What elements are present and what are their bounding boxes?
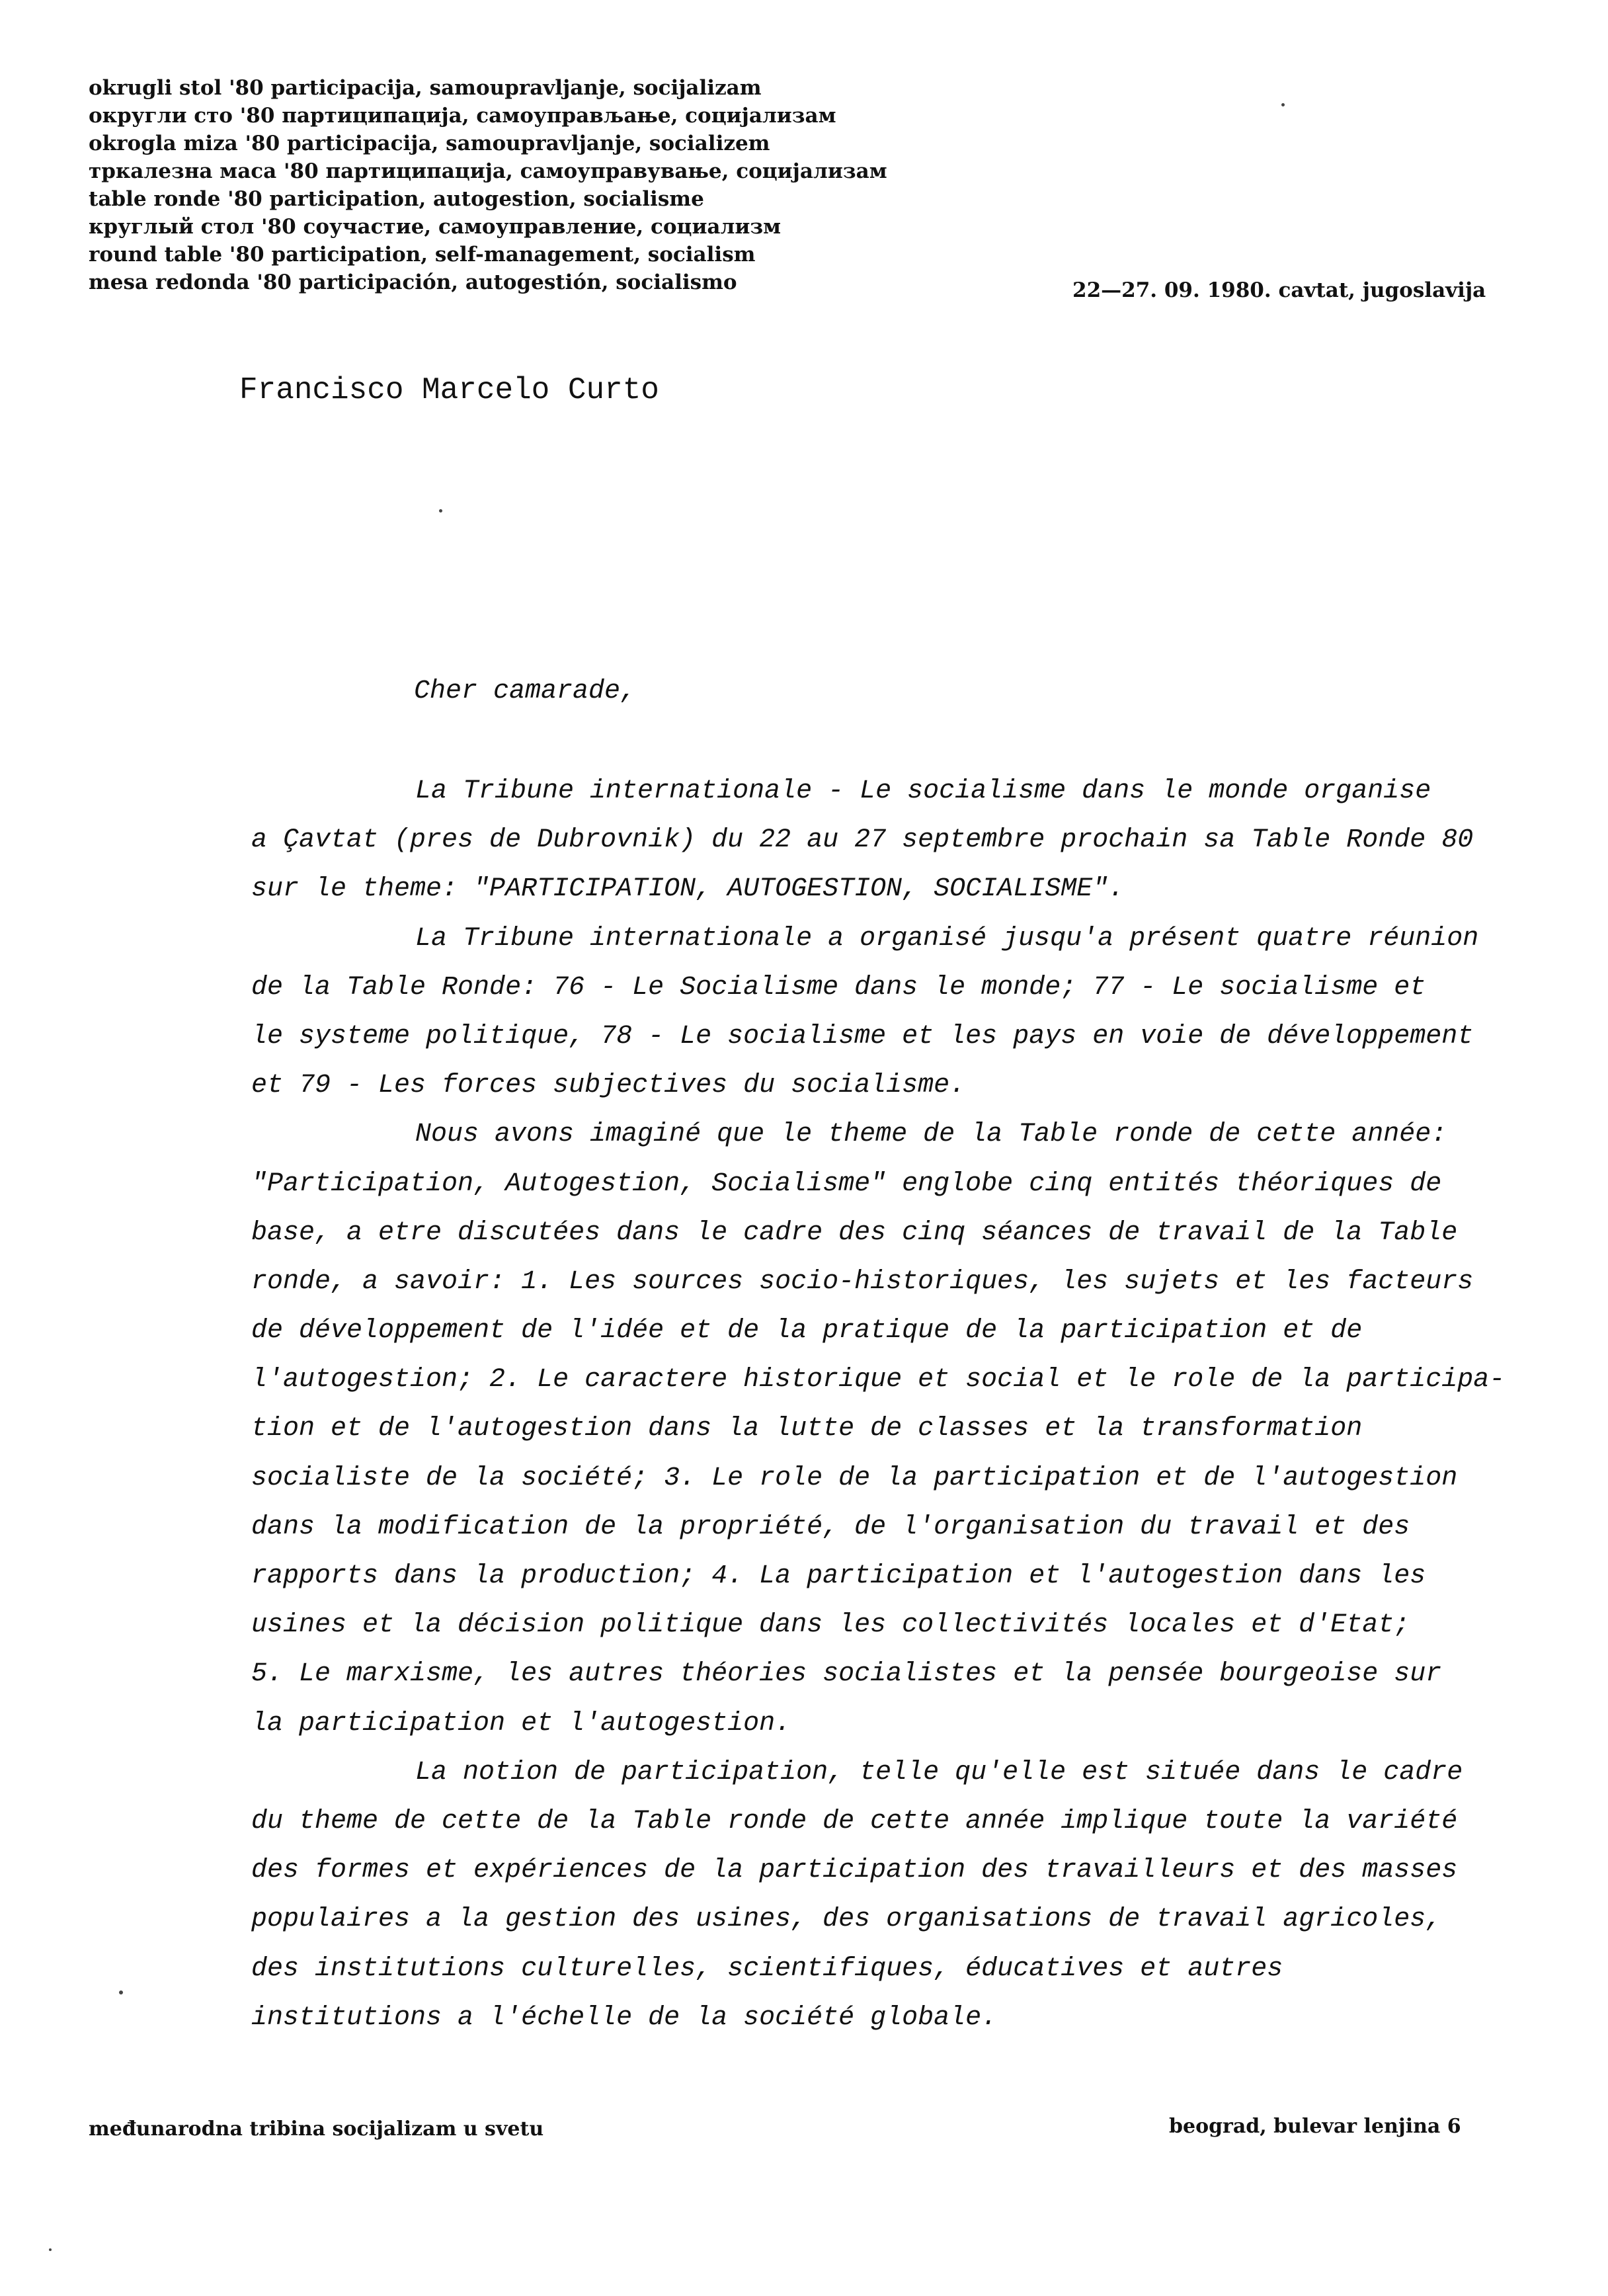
body-line: tion et de l'autogestion dans la lutte de classes et la transformation [251,1414,1363,1444]
body-line: la participation et l'autogestion. [251,1708,791,1739]
body-line: du theme de cette de la Table ronde de cette année implique toute la variété [251,1806,1458,1836]
body-line: dans la modification de la propriété, de l'organisation du travail et des [251,1512,1410,1542]
body-line: de développement de l'idée et de la pratique de la participation et de [251,1316,1363,1346]
body-line: populaires a la gestion des usines, des organisations de travail agricoles, [251,1905,1442,1935]
body-line: des formes et expériences de la participation des travailleurs et des masses [251,1856,1458,1886]
letterhead-line-french: table ronde '80 participation, autogestion, socialisme [89,187,704,211]
body-line: base, a etre discutées dans le cadre des cinq séances de travail de la Table [251,1217,1458,1248]
letter-body [251,767,1567,2043]
scan-speck [49,2248,52,2251]
scan-speck [439,509,442,512]
scan-speck [1281,103,1285,106]
date-place: 22—27. 09. 1980. cavtat, jugoslavija [1072,278,1486,302]
body-line: institutions a l'échelle de la société globale. [251,2002,998,2033]
body-line: rapports dans la production; 4. La participation et l'autogestion dans les [251,1561,1426,1591]
body-line: usines et la décision politique dans les collectivités locales et d'Etat; [251,1610,1410,1641]
body-line: de la Table Ronde: 76 - Le Socialisme dans le monde; 77 - Le socialisme et [251,972,1426,1003]
footer-organization: međunarodna tribina socijalizam u svetu [89,2117,544,2141]
body-line: et 79 - Les forces subjectives du socialisme. [251,1071,966,1101]
letterhead-line-serbian-cyrillic: округли сто '80 партиципација, самоуправљање, социјализам [89,104,836,128]
body-line: des institutions culturelles, scientifiques, éducatives et autres [251,1953,1283,1984]
body-line: 5. Le marxisme, les autres théories socialistes et la pensée bourgeoise sur [251,1659,1442,1690]
body-line: "Participation, Autogestion, Socialisme" englobe cinq entités théoriques de [251,1168,1442,1199]
body-line: La Tribune internationale a organisé jusqu'a présent quatre réunion [415,923,1479,954]
letterhead-line-spanish: mesa redonda '80 participación, autogestión, socialismo [89,270,737,294]
salutation: Cher camarade, [414,676,637,706]
body-line: Nous avons imaginé que le theme de la Table ronde de cette année: [415,1120,1447,1150]
body-line: ronde, a savoir: 1. Les sources socio-historiques, les sujets et les facteurs [251,1266,1474,1297]
recipient-name: Francisco Marcelo Curto [239,373,659,407]
body-line: socialiste de la société; 3. Le role de la participation et de l'autogestion [251,1463,1458,1493]
body-line: sur le theme: "PARTICIPATION, AUTOGESTION, SOCIALISME". [251,874,1125,905]
letterhead-line-russian: круглый стол '80 соучастие, самоуправление, социализм [89,215,782,239]
scan-speck [119,1990,123,1994]
letterhead [89,74,948,296]
footer-address: beograd, bulevar lenjina 6 [1169,2115,1461,2138]
body-line: le systeme politique, 78 - Le socialisme et les pays en voie de développement [251,1021,1474,1051]
body-line: l'autogestion; 2. Le caractere historique et social et le role de la participa- [251,1365,1506,1395]
letterhead-line-slovenian: okrogla miza '80 participacija, samoupravljanje, socializem [89,132,770,155]
letterhead-line-serbo-croatian-latin: okrugli stol '80 participacija, samoupravljanje, socijalizam [89,76,762,100]
body-line: La notion de participation, telle qu'elle est située dans le cadre [415,1757,1463,1787]
letterhead-line-macedonian: тркалезна маса '80 партиципација, самоуправување, социјализам [89,159,887,183]
letterhead-line-english: round table '80 participation, self-management, socialism [89,243,756,266]
body-line: La Tribune internationale - Le socialisme dans le monde organise [415,776,1431,806]
body-line: a Çavtat (pres de Dubrovnik) du 22 au 27 septembre prochain sa Table Ronde 80 [251,825,1474,856]
